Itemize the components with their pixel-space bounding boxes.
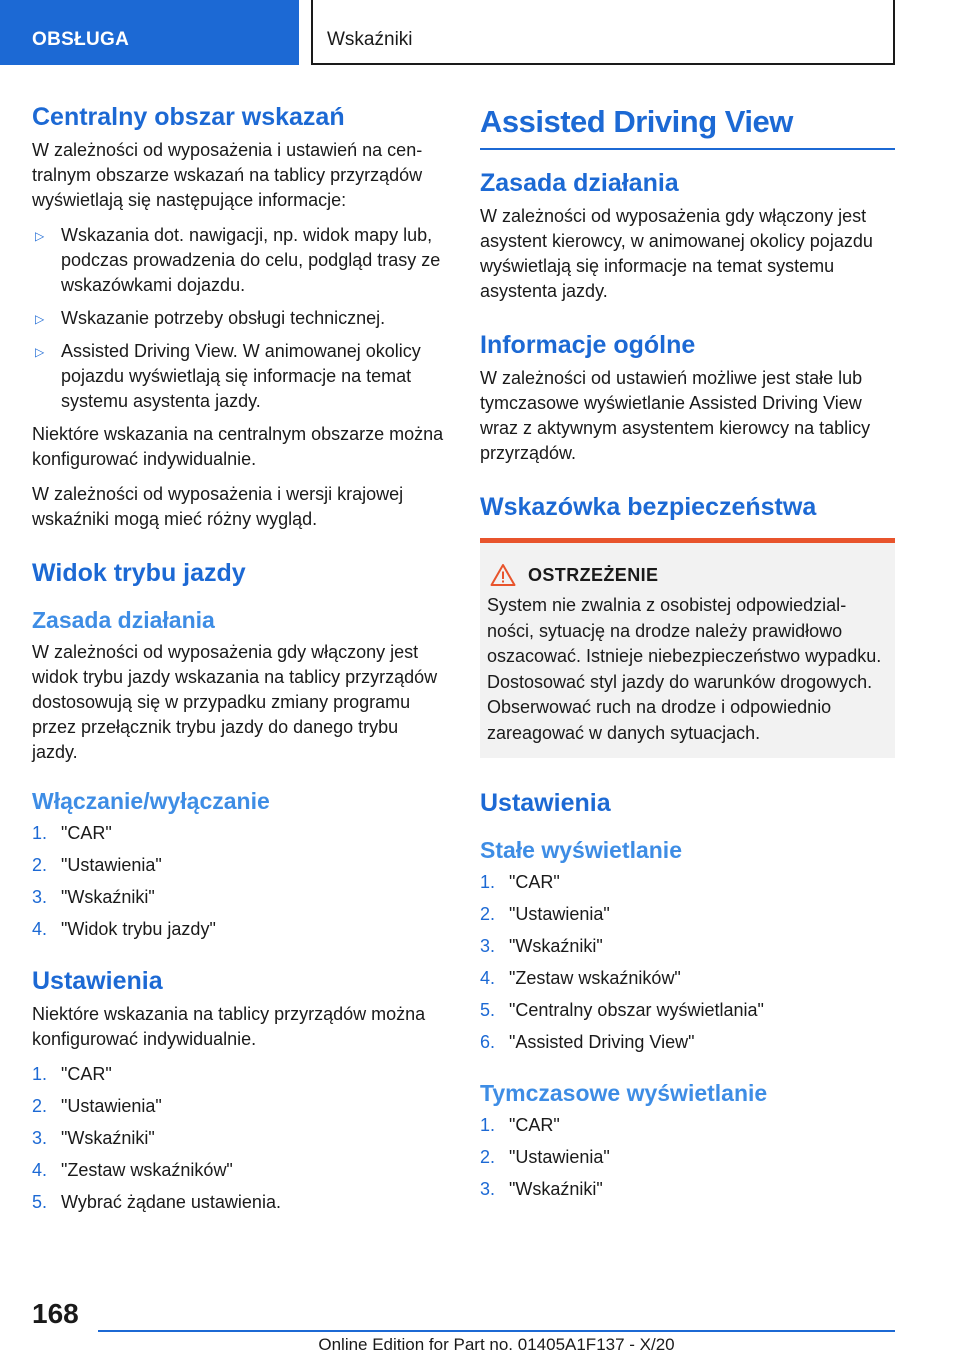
drive-mode-principle-title: Zasada działania [32,607,215,633]
step-item: 6. "Assisted Driving View" [480,1032,695,1052]
warning-text: System nie zwalnia z osobistej odpowiedzialności, sytuację na drodze należy prawidłowo oszacować. Istnieje niebezpieczeństwo wypadku. Dostosować styl jazdy do warunków drogowych. Obserwować ruch na drodze i odpowiednio zareagować w danych sytuacjach. [487,595,882,743]
step-item: 2. "Ustawienia" [480,1147,610,1167]
step-item: 5. Wybrać żądane ustawienia. [32,1192,281,1212]
step-item: 3. "Wskaźniki" [32,887,155,907]
warning-triangle-icon [490,563,516,587]
list-item: ▷ Wskazanie potrzeby obsługi technicznej. [32,306,448,331]
settings-text: Niektóre wskazania na tablicy przyrządów można konfigurować indywidualnie. [32,1004,426,1049]
temporary-display-title: Tymczasowe wyświetlanie [480,1080,768,1106]
step-item: 1. "CAR" [32,1064,112,1084]
step-item: 2. "Ustawienia" [32,1096,162,1116]
step-item: 1. "CAR" [480,1115,560,1135]
central-display-title: Centralny obszar wskazań [32,103,345,131]
page-header [0,0,960,66]
drive-mode-title: Widok trybu jazdy [32,559,246,587]
central-display-intro: W zależności od wyposażenia i ustawień na centralnym obszarze wskazań na tablicy przyrządów wyświetlają się następujące informacje: [32,140,423,210]
triangle-bullet-icon: ▷ [35,312,45,326]
topic-tab: Wskaźniki [311,0,895,65]
central-display-note: Niektóre wskazania na centralnym obszarze można konfigurować indywidualnie. [32,424,444,469]
adv-principle-text: W zależności od wyposażenia gdy włączony jest asystent kierowcy, w animowanej okolicy pojazdu wyświetlają się informacje na temat systemu asystenta jazdy. [480,206,873,301]
list-item: ▷ Assisted Driving View. W animowanej okolicy pojazdu wyświetlają się informacje na temat systemu asystenta jazdy. [35,341,421,411]
step-item: 1. "CAR" [480,872,560,892]
right-column [480,100,895,1214]
settings-title: Ustawienia [32,967,163,995]
general-info-title: Informacje ogólne [480,331,696,359]
main-title: Assisted Driving View [480,100,895,150]
safety-title: Wskazówka bezpieczeństwa [480,493,817,521]
section-tab: OBSŁUGA [0,0,299,65]
left-column [32,100,448,1227]
temporary-display-steps [480,1113,895,1202]
page-number: 168 [32,1298,79,1329]
step-item: 3. "Wskaźniki" [480,1179,603,1199]
adv-settings-title: Ustawienia [480,789,611,817]
adv-principle-title: Zasada działania [480,169,679,197]
permanent-display-title: Stałe wyświetlanie [480,837,682,863]
list-item: ▷ Wskazania dot. nawigacji, np. widok mapy lub, podczas prowadzenia do celu, podgląd trasy ze wskazówkami dojazdu. [35,225,441,295]
step-item: 3. "Wskaźniki" [480,936,603,956]
triangle-bullet-icon: ▷ [35,345,45,359]
permanent-display-steps [480,870,895,1055]
step-item: 4. "Widok trybu jazdy" [32,919,216,939]
onoff-title: Włączanie/wyłączanie [32,788,270,814]
footer-edition: Online Edition for Part no. 01405A1F137 - X/20 [318,1335,675,1354]
step-item: 2. "Ustawienia" [480,904,610,924]
settings-steps [32,1062,448,1215]
central-display-bullets [32,223,448,414]
step-item: 5. "Centralny obszar wyświetlania" [480,1000,764,1020]
triangle-bullet-icon: ▷ [35,229,45,243]
step-item: 4. "Zestaw wskaźników" [32,1160,233,1180]
general-info-text: W zależności od ustawień możliwe jest stałe lub tymczasowe wyświetlanie Assisted Driving View wraz z aktywnym asystentem kierowcy na tablicy przyrządów. [480,368,871,463]
warning-title: OSTRZEŻENIE [528,564,659,585]
central-display-variant-note: W zależności od wyposażenia i wersji krajowej wskaźniki mogą mieć różny wygląd. [32,484,404,529]
step-item: 4. "Zestaw wskaźników" [480,968,681,988]
onoff-steps [32,821,448,942]
step-item: 2. "Ustawienia" [32,855,162,875]
warning-box [480,538,895,758]
drive-mode-principle-text: W zależności od wyposażenia gdy włączony jest widok trybu jazdy wskazania na tablicy przyrządów dostosowują się w przypadku zmiany programu przez przełącznik trybu jazdy do danego trybu jazdy. [32,642,438,762]
step-item: 3. "Wskaźniki" [32,1128,155,1148]
step-item: 1. "CAR" [32,823,112,843]
